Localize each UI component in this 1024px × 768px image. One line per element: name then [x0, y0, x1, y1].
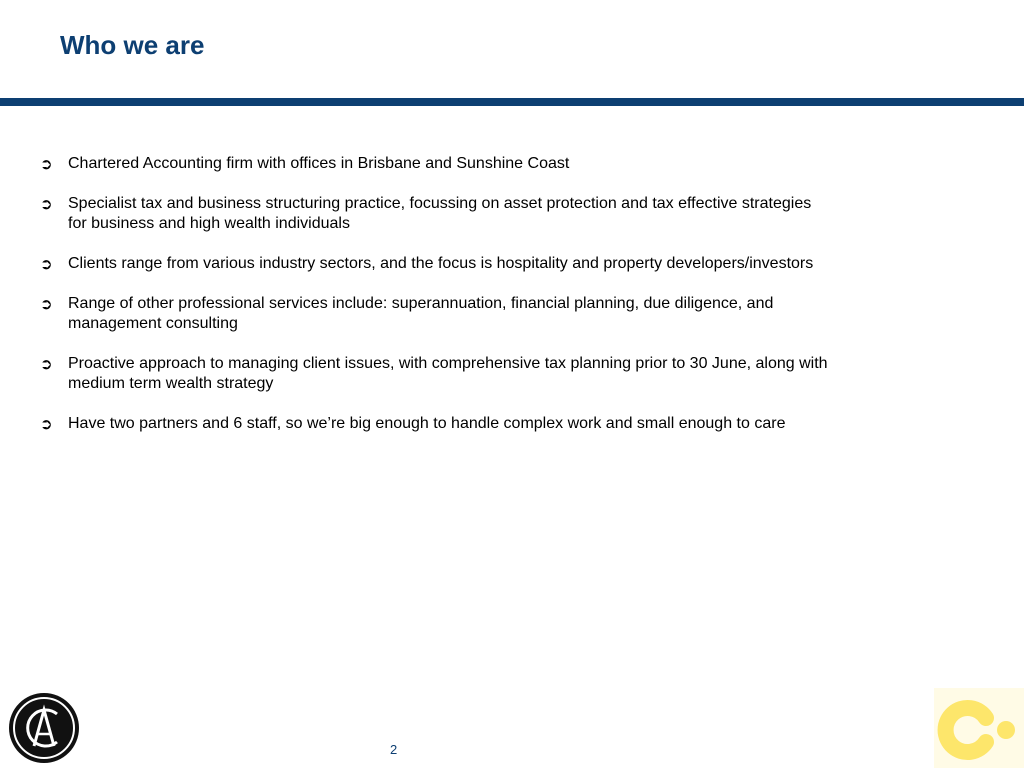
- right-arrow-bullet-icon: ➲: [40, 195, 53, 213]
- bullet-text: Chartered Accounting firm with offices in Brisbane and Sunshine Coast: [68, 155, 570, 172]
- list-item: [40, 354, 830, 394]
- list-item: [40, 414, 830, 434]
- bullet-list: [40, 154, 830, 454]
- right-arrow-bullet-icon: ➲: [40, 295, 53, 313]
- title-divider: [0, 98, 1024, 106]
- bullet-text: Proactive approach to managing client issues, with comprehensive tax planning prior to 30 June, along with medium term wealth strategy: [68, 355, 828, 392]
- right-arrow-bullet-icon: ➲: [40, 155, 53, 173]
- list-item: [40, 154, 830, 174]
- list-item: [40, 194, 830, 234]
- slide-title: Who we are: [60, 30, 205, 60]
- bullet-text: Clients range from various industry sectors, and the focus is hospitality and property developers/investors: [68, 255, 814, 272]
- right-arrow-bullet-icon: ➲: [40, 355, 53, 373]
- yellow-c-logo-icon: [934, 688, 1024, 768]
- ca-monogram-logo-icon: [8, 692, 80, 764]
- right-arrow-bullet-icon: ➲: [40, 255, 53, 273]
- bullet-text: Have two partners and 6 staff, so we’re big enough to handle complex work and small enough to care: [68, 415, 786, 432]
- bullet-text: Range of other professional services include: superannuation, financial planning, due diligence, and management consulting: [68, 295, 774, 332]
- right-arrow-bullet-icon: ➲: [40, 415, 53, 433]
- list-item: [40, 254, 830, 274]
- bullet-text: Specialist tax and business structuring practice, focussing on asset protection and tax effective strategies for business and high wealth individuals: [68, 195, 812, 232]
- list-item: [40, 294, 830, 334]
- page-number: 2: [390, 742, 398, 757]
